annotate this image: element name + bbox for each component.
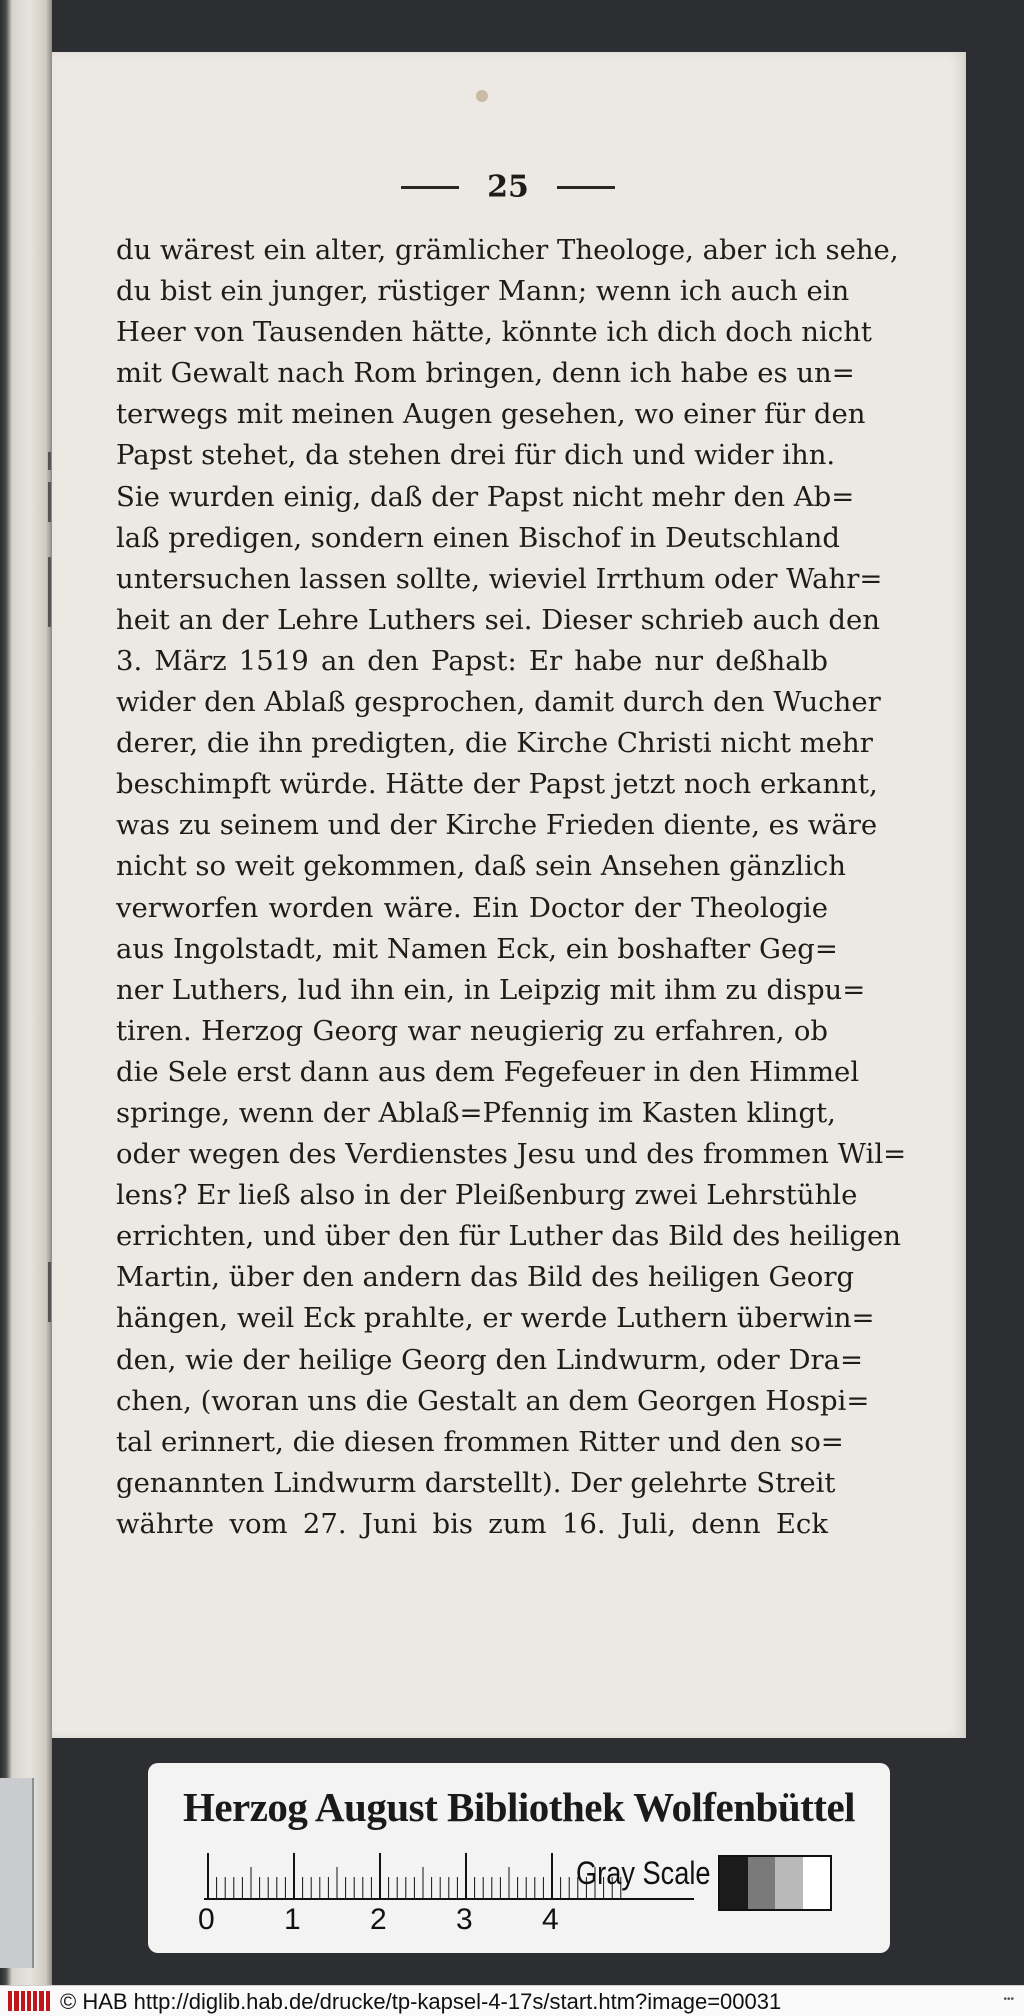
text-line: Heer von Tausenden hätte, könnte ich dich doch nicht bbox=[116, 316, 872, 349]
text-line: Martin, über den andern das Bild des heiligen Georg bbox=[116, 1261, 855, 1294]
text-line: die Sele erst dann aus dem Fegefeuer in den Himmel bbox=[116, 1055, 860, 1088]
page-number bbox=[52, 168, 964, 205]
text-line: verworfen worden wäre. Ein Doctor der Theologie bbox=[116, 891, 828, 924]
more-icon: ••• bbox=[1003, 1994, 1014, 2005]
ruler-label: 3 bbox=[456, 1903, 473, 1936]
gray-scale-label: Gray Scale bbox=[576, 1855, 711, 1891]
adjacent-page-strip bbox=[0, 1778, 34, 1968]
text-line: heit an der Lehre Luthers sei. Dieser schrieb auch den bbox=[116, 603, 880, 636]
page-number-value: 25 bbox=[487, 169, 529, 205]
library-name: Herzog August Bibliothek Wolfenbüttel bbox=[182, 1784, 856, 1830]
text-line: Sie wurden einig, daß der Papst nicht mehr den Ab= bbox=[116, 480, 855, 513]
text-line: tal erinnert, die diesen frommen Ritter und den so= bbox=[116, 1425, 844, 1458]
text-line: springe, wenn der Ablaß=Pfennig im Kasten klingt, bbox=[116, 1096, 836, 1129]
text-line: hängen, weil Eck prahlte, er werde Luthern überwin= bbox=[116, 1302, 875, 1335]
text-line: nicht so weit gekommen, daß sein Ansehen gänzlich bbox=[116, 850, 846, 883]
text-line: mit Gewalt nach Rom bringen, denn ich habe es un= bbox=[116, 357, 855, 390]
ruler-label: 2 bbox=[370, 1903, 387, 1936]
ruler-label: 0 bbox=[198, 1903, 215, 1936]
hab-logo-icon bbox=[8, 1991, 50, 2011]
page-number-dash bbox=[401, 186, 459, 189]
margin-mark bbox=[48, 452, 51, 470]
text-line: untersuchen lassen sollte, wieviel Irrthum oder Wahr= bbox=[116, 562, 883, 595]
text-line: währte vom 27. Juni bis zum 16. Juli, denn Eck bbox=[116, 1507, 828, 1540]
text-line: laß predigen, sondern einen Bischof in Deutschland bbox=[116, 521, 840, 554]
margin-mark bbox=[48, 482, 51, 522]
gray-scale-cell bbox=[775, 1857, 803, 1909]
ruler-label: 4 bbox=[542, 1903, 559, 1936]
footer-source-url[interactable]: © HAB http://diglib.hab.de/drucke/tp-kapsel-4-17s/start.htm?image=00031 bbox=[60, 1989, 782, 2014]
text-line: 3. März 1519 an den Papst: Er habe nur deßhalb bbox=[116, 644, 828, 677]
text-line: du bist ein junger, rüstiger Mann; wenn ich auch ein bbox=[116, 275, 850, 308]
text-line: was zu seinem und der Kirche Frieden diente, es wäre bbox=[116, 809, 878, 842]
gray-scale-swatch bbox=[718, 1855, 832, 1911]
book-page bbox=[52, 52, 964, 1738]
paper-stain bbox=[476, 90, 488, 102]
text-line: terwegs mit meinen Augen gesehen, wo einer für den bbox=[116, 398, 866, 431]
margin-mark bbox=[48, 1262, 51, 1322]
text-line: errichten, und über den für Luther das Bild des heiligen bbox=[116, 1220, 901, 1253]
text-line: oder wegen des Verdienstes Jesu und des frommen Wil= bbox=[116, 1138, 907, 1171]
text-line: aus Ingolstadt, mit Namen Eck, ein boshafter Geg= bbox=[116, 932, 838, 965]
text-line: genannten Lindwurm darstellt). Der gelehrte Streit bbox=[116, 1466, 836, 1499]
footer-bar bbox=[0, 1985, 1024, 2016]
margin-mark bbox=[48, 557, 51, 627]
text-line: derer, die ihn predigten, die Kirche Christi nicht mehr bbox=[116, 727, 873, 760]
gray-scale-cell bbox=[720, 1857, 748, 1909]
gray-scale-cell bbox=[803, 1857, 831, 1909]
text-line: wider den Ablaß gesprochen, damit durch den Wucher bbox=[116, 686, 881, 719]
adjacent-page-edge bbox=[0, 0, 52, 1990]
text-line: tiren. Herzog Georg war neugierig zu erfahren, ob bbox=[116, 1014, 828, 1047]
page-number-dash bbox=[557, 186, 615, 189]
text-line: Papst stehet, da stehen drei für dich und wider ihn. bbox=[116, 439, 836, 472]
text-line: ner Luthers, lud ihn ein, in Leipzig mit ihm zu dispu= bbox=[116, 973, 866, 1006]
text-line: den, wie der heilige Georg den Lindwurm, oder Dra= bbox=[116, 1343, 864, 1376]
text-line: lens? Er ließ also in der Pleißenburg zwei Lehrstühle bbox=[116, 1179, 858, 1212]
text-line: chen, (woran uns die Gestalt an dem Georgen Hospi= bbox=[116, 1384, 870, 1417]
text-line: du wärest ein alter, grämlicher Theologe, aber ich sehe, bbox=[116, 234, 899, 266]
ruler-label: 1 bbox=[284, 1903, 301, 1936]
reference-card bbox=[148, 1763, 890, 1953]
body-text bbox=[116, 230, 907, 1545]
gray-scale-cell bbox=[748, 1857, 776, 1909]
text-line: beschimpft würde. Hätte der Papst jetzt noch erkannt, bbox=[116, 768, 878, 801]
